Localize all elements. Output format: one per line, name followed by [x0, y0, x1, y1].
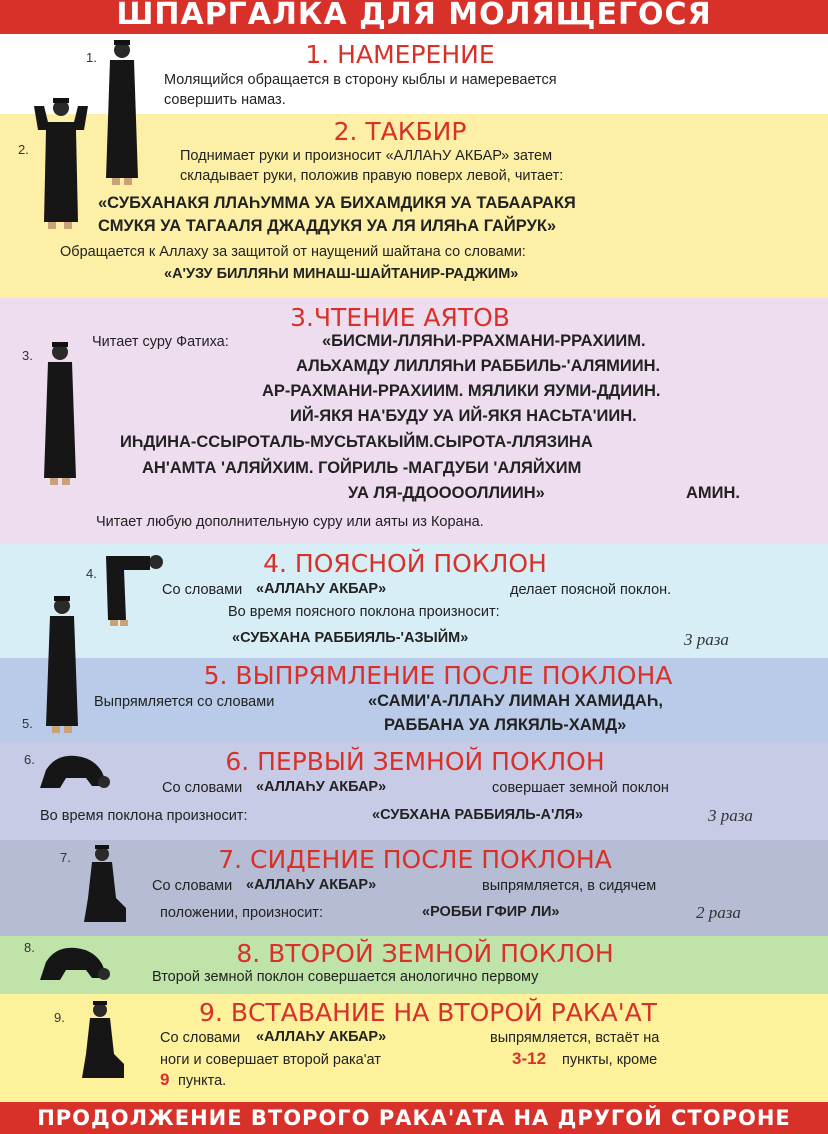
step-text: совершает земной поклон: [492, 780, 669, 796]
step-text: АЛЬХАМДУ ЛИЛЛЯҺИ РАББИЛЬ-'АЛЯМИИН.: [296, 357, 661, 375]
step-text: ИҺДИНА-ССЫРОТАЛЬ-МУСЬТАКЫЙМ.СЫРОТА-ЛЛЯЗИНА: [120, 433, 593, 451]
step-number: 5.: [22, 716, 33, 731]
step-text: «СУБХАНАКЯ ЛЛАҺУММА УА БИХАМДИКЯ УА ТАБААРАКЯ: [98, 194, 576, 212]
step-text: Со словами: [160, 1030, 241, 1046]
step-text: ноги и совершает второй рака'ат: [160, 1052, 381, 1068]
step-text: СМУКЯ УА ТАГААЛЯ ДЖАДДУКЯ УА ЛЯ ИЛЯҺА ГАЙРУК»: [98, 217, 557, 235]
standing-figure-icon: [38, 340, 82, 488]
step-number: 4.: [86, 566, 97, 581]
step-highlight: 3-12: [512, 1049, 547, 1068]
step-count: 2 раза: [696, 903, 741, 922]
step-title: 1. НАМЕРЕНИЕ: [305, 40, 495, 69]
step-text: выпрямляется, встаёт на: [490, 1030, 660, 1046]
sitting-figure-icon: [78, 1000, 128, 1084]
step-text: Выпрямляется со словами: [94, 694, 275, 710]
page-footer: ПРОДОЛЖЕНИЕ ВТОРОГО РАКА'АТА НА ДРУГОЙ СТОРОНЕ: [0, 1102, 828, 1134]
step-text: РАББАНА УА ЛЯКЯЛЬ-ХАМД»: [384, 716, 627, 734]
page-header: ШПАРГАЛКА ДЛЯ МОЛЯЩЕГОСЯ: [0, 0, 828, 34]
step-text: делает поясной поклон.: [510, 582, 672, 598]
step-highlight: 9: [160, 1070, 170, 1089]
step-text: Со словами: [152, 878, 233, 894]
standing-figure-icon: [100, 38, 144, 188]
step-text: Во время поклона произносит:: [40, 808, 248, 824]
step-text: Читает любую дополнительную суру или аяты из Корана.: [96, 514, 484, 530]
step-text: Обращается к Аллаху за защитой от наущений шайтана со словами:: [60, 244, 526, 260]
prostration-figure-icon: [36, 940, 112, 984]
step-text: АМИН.: [686, 484, 741, 502]
step-title: 3.ЧТЕНИЕ АЯТОВ: [290, 303, 510, 332]
prostration-figure-icon: [36, 748, 112, 792]
takbir-figure-icon: [30, 96, 92, 232]
step-title: 7. СИДЕНИЕ ПОСЛЕ ПОКЛОНА: [218, 845, 612, 874]
step-number: 2.: [18, 142, 29, 157]
step-count: 3 раза: [684, 630, 729, 649]
step-text: Во время поясного поклона произносит:: [228, 604, 500, 620]
step-text: выпрямляется, в сидячем: [482, 878, 657, 894]
step-title: 8. ВТОРОЙ ЗЕМНОЙ ПОКЛОН: [236, 939, 614, 968]
step-title: 5. ВЫПРЯМЛЕНИЕ ПОСЛЕ ПОКЛОНА: [203, 661, 673, 690]
step-text: Со словами: [162, 582, 243, 598]
step-text: «БИСМИ-ЛЛЯҺИ-РРАХМАНИ-РРАХИИМ.: [322, 332, 646, 350]
step-text: «САМИ'А-ЛЛАҺУ ЛИМАН ХАМИДАҺ,: [368, 692, 664, 710]
step-number: 6.: [24, 752, 35, 767]
step-text: складывает руки, положив правую поверх левой, читает:: [180, 168, 564, 184]
step-count: 3 раза: [708, 806, 753, 825]
step-title: 4. ПОЯСНОЙ ПОКЛОН: [263, 549, 547, 578]
step-title: 9. ВСТАВАНИЕ НА ВТОРОЙ РАКА'АТ: [199, 998, 657, 1027]
step-number: 3.: [22, 348, 33, 363]
step-text: ИЙ-ЯКЯ НА'БУДУ УА ИЙ-ЯКЯ НАСЬТА'ИИН.: [290, 407, 637, 425]
step-text: АН'АМТА 'АЛЯЙХИМ. ГОЙРИЛЬ -МАГДУБИ 'АЛЯЙХИМ: [142, 459, 582, 477]
step-text: положении, произносит:: [160, 905, 323, 921]
step-text: Молящийся обращается в сторону кыблы и намеревается: [164, 72, 557, 88]
sitting-figure-icon: [80, 844, 130, 928]
standing-figure-icon: [40, 594, 84, 736]
step-title: 2. ТАКБИР: [333, 117, 467, 146]
step-text: пункты, кроме: [562, 1052, 658, 1068]
step-text: «РОББИ ГФИР ЛИ»: [422, 904, 560, 920]
step-text: совершить намаз.: [164, 92, 286, 108]
step-number: 1.: [86, 50, 97, 65]
step-title: 6. ПЕРВЫЙ ЗЕМНОЙ ПОКЛОН: [225, 747, 605, 776]
step-text: Читает суру Фатиха:: [92, 334, 229, 350]
step-number: 7.: [60, 850, 71, 865]
step-text: Второй земной поклон совершается анологично первому: [152, 969, 539, 985]
step-text: пункта.: [178, 1073, 227, 1089]
step-text: Поднимает руки и произносит «АЛЛАҺУ АКБАР» затем: [180, 148, 553, 164]
step-text: «АЛЛАҺУ АКБАР»: [256, 779, 387, 795]
step-text: УА ЛЯ-ДДООООЛЛИИН»: [348, 484, 545, 502]
step-text: «А'УЗУ БИЛЛЯҺИ МИНАШ-ШАЙТАНИР-РАДЖИМ»: [164, 266, 519, 282]
step-text: Со словами: [162, 780, 243, 796]
step-text: «СУБХАНА РАББИЯЛЬ-'АЗЫЙМ»: [232, 630, 469, 646]
bowing-figure-icon: [100, 548, 164, 628]
step-number: 8.: [24, 940, 35, 955]
step-text: «АЛЛАҺУ АКБАР»: [246, 877, 377, 893]
step-number: 9.: [54, 1010, 65, 1025]
step-text: «СУБХАНА РАББИЯЛЬ-А'ЛЯ»: [372, 807, 584, 823]
step-text: АР-РАХМАНИ-РРАХИИМ. МЯЛИКИ ЯУМИ-ДДИИН.: [262, 382, 661, 400]
step-text: «АЛЛАҺУ АКБАР»: [256, 581, 387, 597]
step-text: «АЛЛАҺУ АКБАР»: [256, 1029, 387, 1045]
